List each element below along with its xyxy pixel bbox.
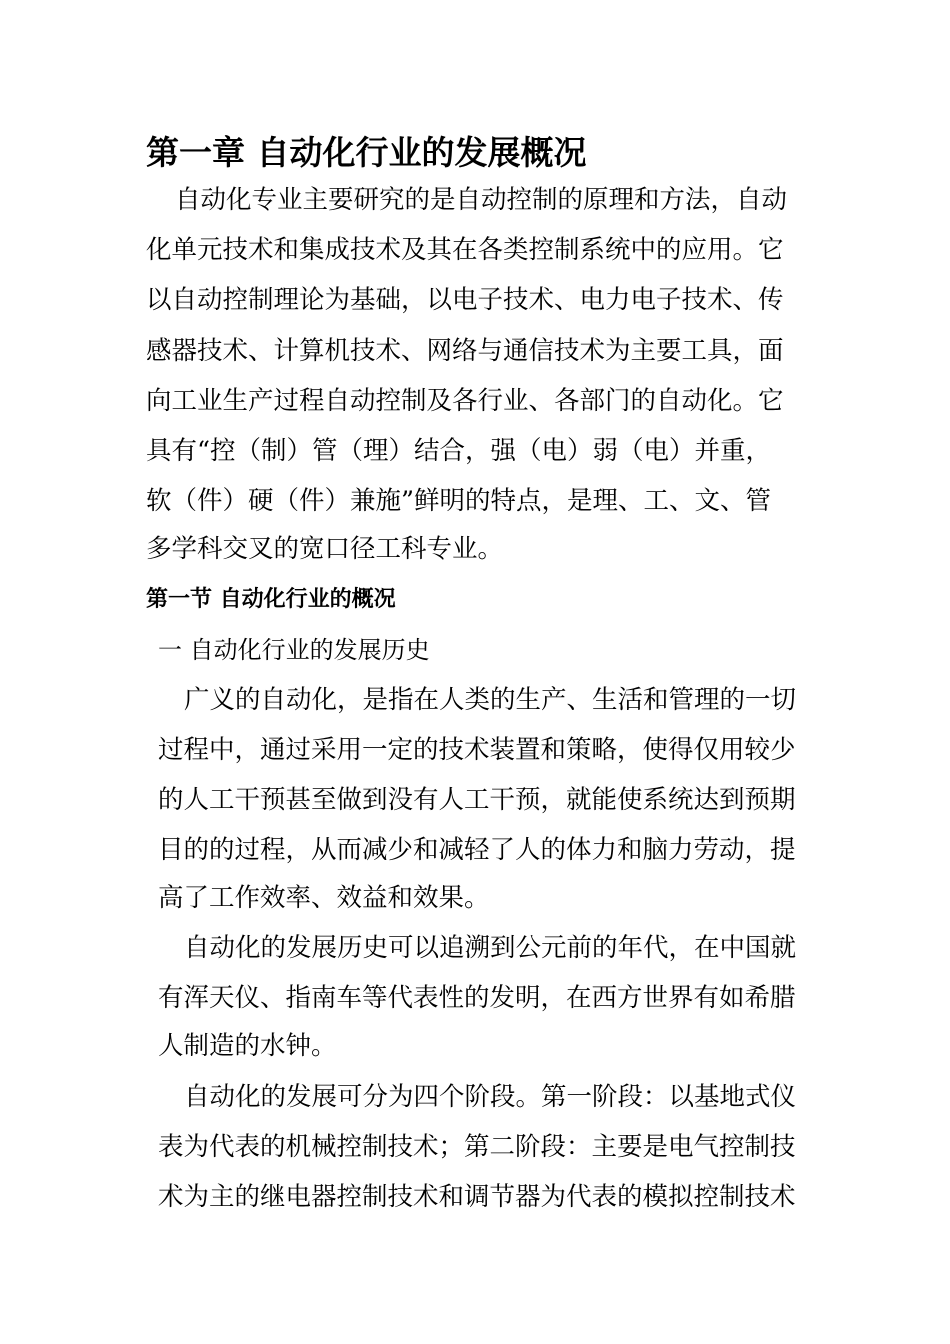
- text-line: 目的的过程，从而减少和减轻了人的体力和脑力劳动，提: [158, 835, 796, 865]
- text-line: 软（件）硬（件）兼施”鲜明的特点，是理、工、文、管: [146, 486, 772, 516]
- text-line: 以自动控制理论为基础，以电子技术、电力电子技术、传: [146, 285, 784, 315]
- text-line: 的人工干预甚至做到没有人工干预，就能使系统达到预期: [158, 785, 796, 815]
- text-line: 化单元技术和集成技术及其在各类控制系统中的应用。它: [146, 235, 784, 265]
- text-line: 广义的自动化，是指在人类的生产、生活和管理的一切: [184, 685, 797, 715]
- text-line: 高了工作效率、效益和效果。: [158, 883, 490, 913]
- subsection-title: 一 自动化行业的发展历史: [158, 636, 430, 664]
- text-line: 术为主的继电器控制技术和调节器为代表的模拟控制技术: [158, 1182, 796, 1212]
- section-title: 第一节 自动化行业的概况: [146, 587, 396, 612]
- text-line: 有浑天仪、指南车等代表性的发明，在西方世界有如希腊: [158, 983, 796, 1013]
- text-line: 自动化的发展可分为四个阶段。第一阶段：以基地式仪: [184, 1082, 797, 1112]
- text-line: 自动化的发展历史可以追溯到公元前的年代，在中国就: [184, 933, 797, 963]
- text-line: 自动化专业主要研究的是自动控制的原理和方法，自动: [175, 185, 788, 215]
- text-line: 具有“控（制）管（理）结合，强（电）弱（电）并重，: [146, 436, 772, 466]
- text-line: 向工业生产过程自动控制及各行业、各部门的自动化。它: [146, 386, 784, 416]
- text-line: 多学科交叉的宽口径工科专业。: [146, 534, 504, 564]
- chapter-title: 第一章 自动化行业的发展概况: [146, 133, 587, 172]
- text-line: 表为代表的机械控制技术；第二阶段：主要是电气控制技: [158, 1132, 796, 1162]
- text-line: 过程中，通过采用一定的技术装置和策略，使得仅用较少: [158, 735, 796, 765]
- text-line: 人制造的水钟。: [158, 1031, 337, 1061]
- text-line: 感器技术、计算机技术、网络与通信技术为主要工具，面: [146, 336, 784, 366]
